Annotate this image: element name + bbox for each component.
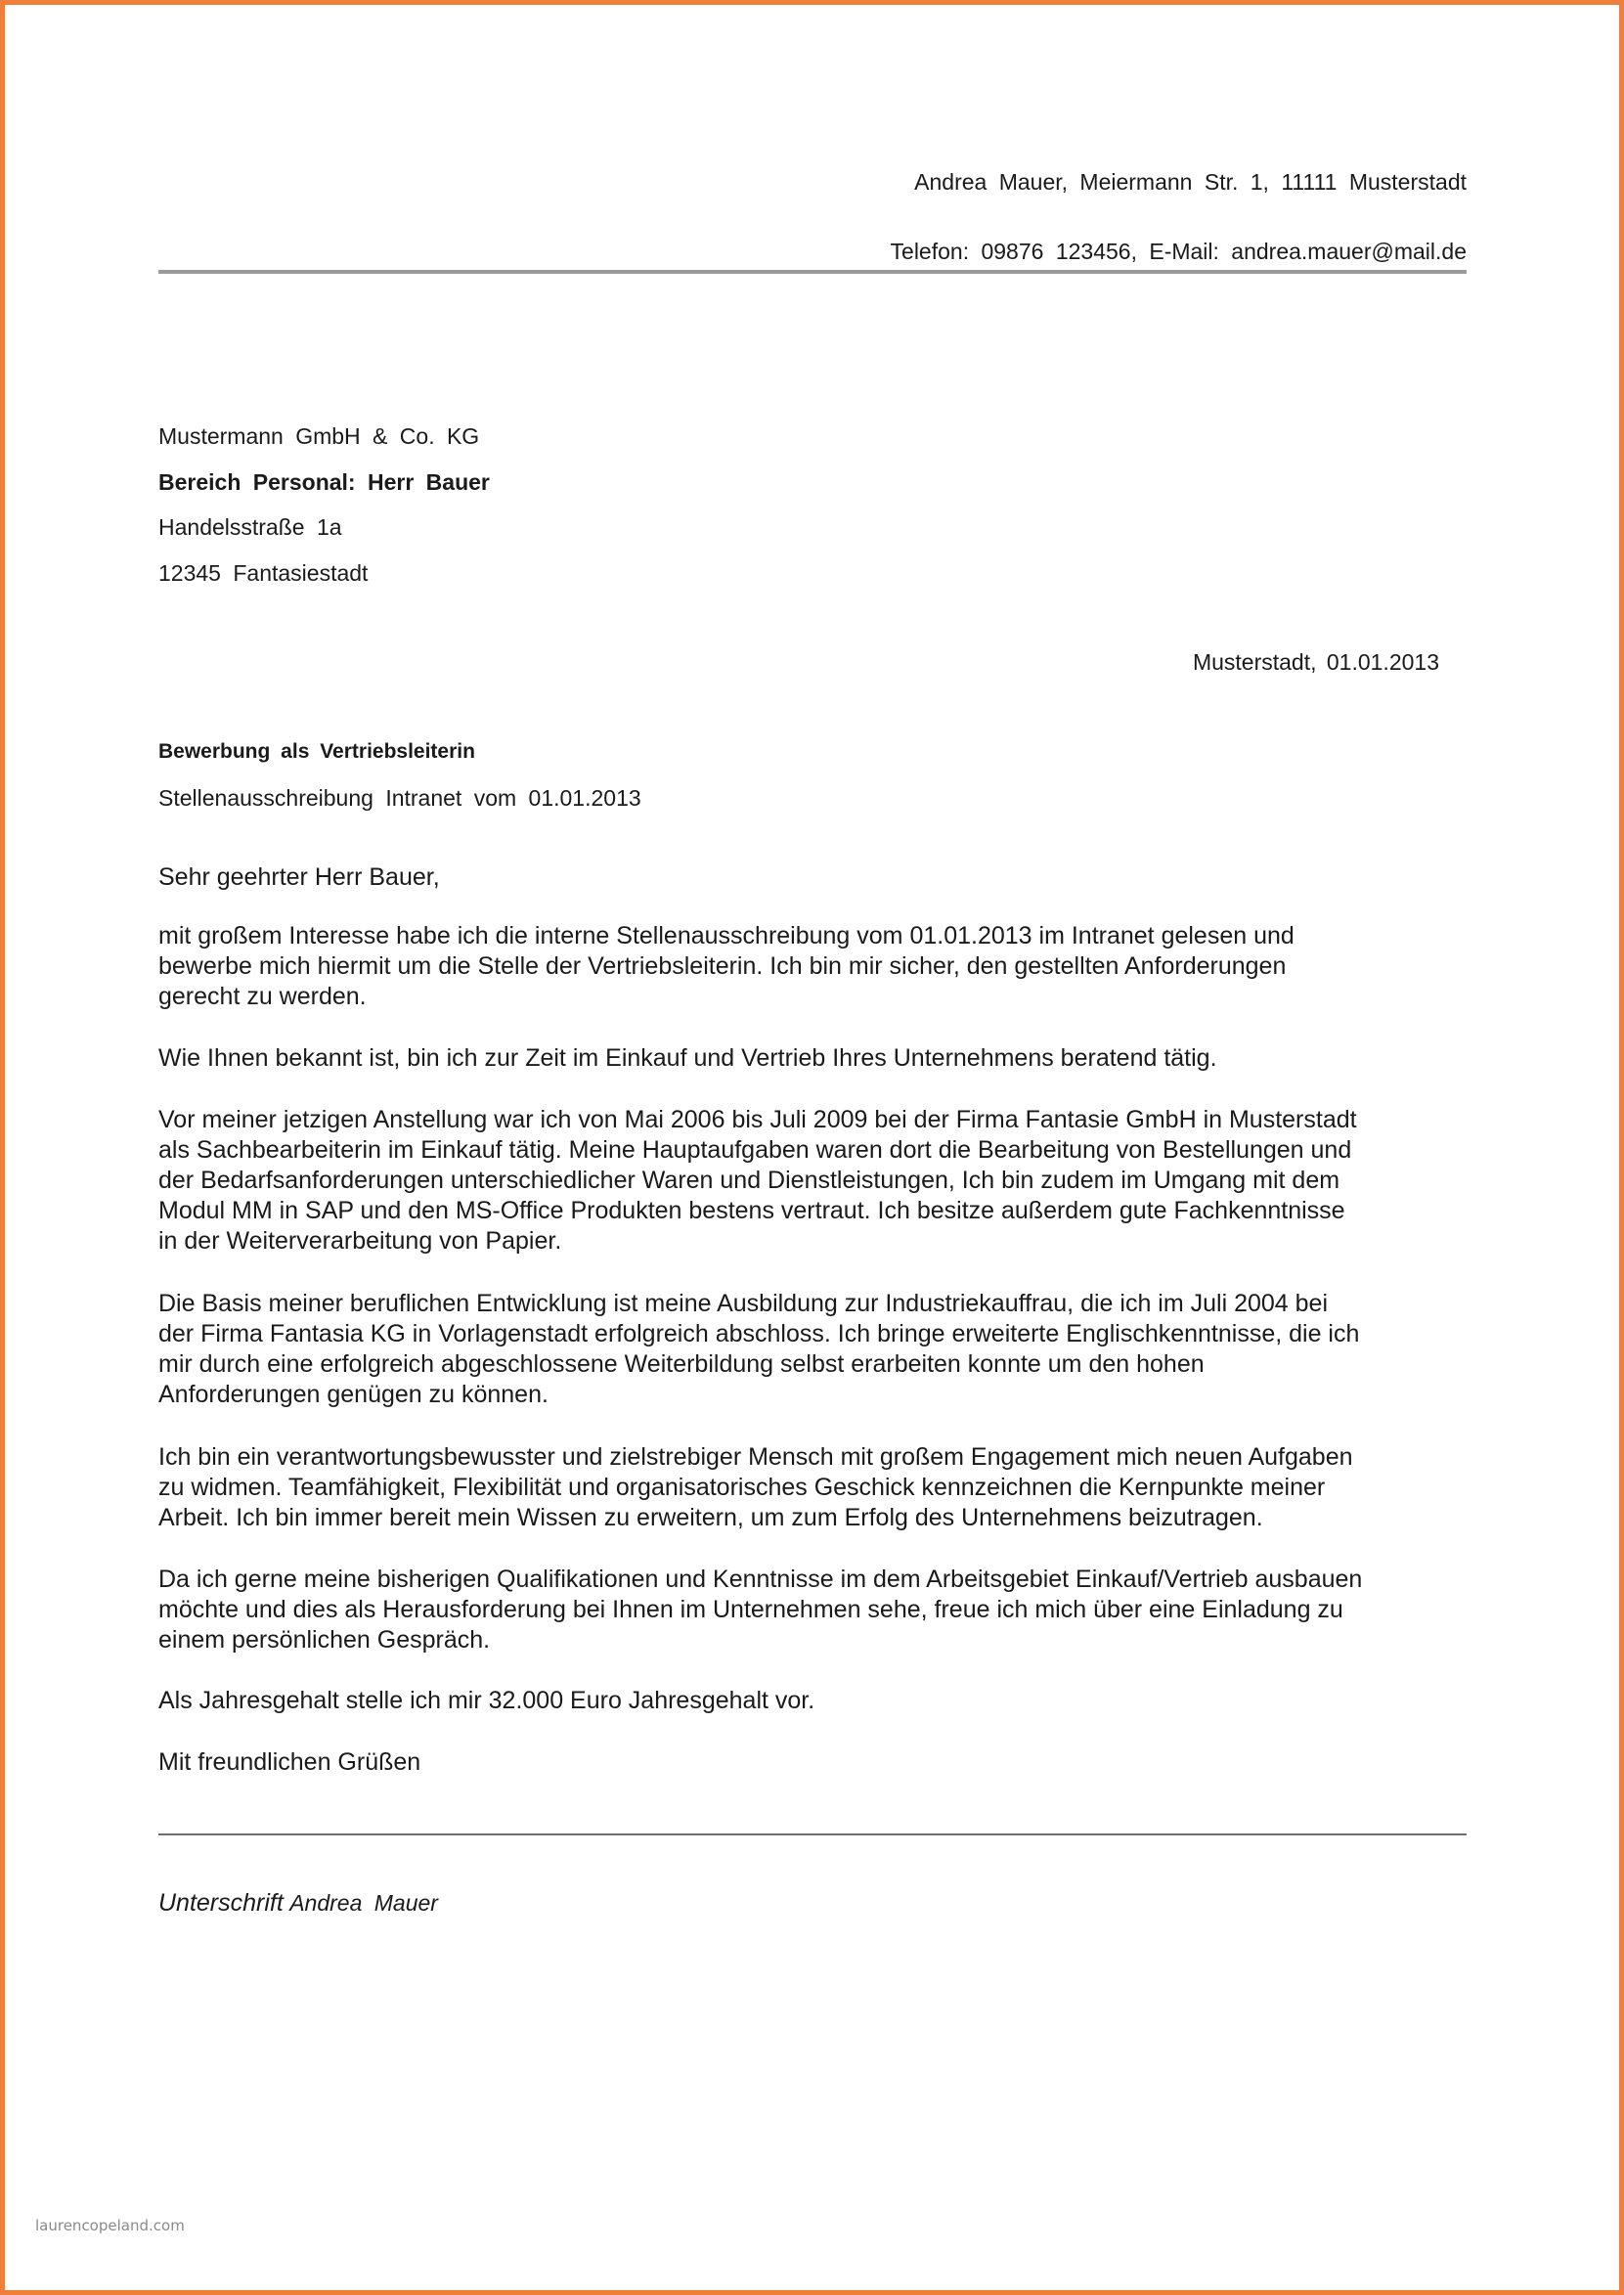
body-paragraph-1: mit großem Interesse habe ich die interne Stellenausschreibung vom 01.01.2013 im Intranet gelesen und bewerbe mich hiermit um die Stelle der Vertriebsleiterin. Ich bin mir sicher, den gestellten Anforderungen gerecht zu werden. [158, 922, 1295, 1010]
sender-address: Andrea Mauer, Meiermann Str. 1, 11111 Musterstadt [914, 169, 1467, 195]
body-paragraph-3: Vor meiner jetzigen Anstellung war ich von Mai 2006 bis Juli 2009 bei der Firma Fantasie GmbH in Musterstadt als Sachbearbeiterin im Einkauf tätig. Meine Hauptaufgaben waren dort die Bearbeitung von Bestellungen und der Bedarfsanforderungen unterschiedlicher Waren und Dienstleistungen, Ich bin zudem im Umgang mit dem Modul MM in SAP und den MS-Office Produkten bestens vertraut. Ich besitze außerdem gute Fachkenntnisse in der Weiterverarbeitung von Papier. [158, 1106, 1357, 1255]
watermark: laurencopeland.com [35, 2217, 185, 2234]
recipient-city: 12345 Fantasiestadt [158, 560, 369, 586]
signature-line [158, 1833, 1467, 1835]
closing: Mit freundlichen Grüßen [158, 1748, 421, 1776]
letter-date: Musterstadt, 01.01.2013 [1192, 649, 1439, 675]
header-divider [158, 270, 1467, 274]
signature [158, 1889, 438, 1918]
signature-name: Andrea Mauer [289, 1890, 438, 1916]
recipient-street: Handelsstraße 1a [158, 514, 342, 540]
body-paragraph-2: Wie Ihnen bekannt ist, bin ich zur Zeit im Einkauf und Vertrieb Ihres Unternehmens beratend tätig. [158, 1044, 1217, 1072]
letter-reference: Stellenausschreibung Intranet vom 01.01.2013 [158, 785, 641, 811]
body-paragraph-5: Ich bin ein verantwortungsbewusster und zielstrebiger Mensch mit großem Engagement mich neuen Aufgaben zu widmen. Teamfähigkeit, Flexibilität und organisatorisches Geschick kennzeichnen die Kernpunkte meiner Arbeit. Ich bin immer bereit mein Wissen zu erweitern, um zum Erfolg des Unternehmens beizutragen. [158, 1443, 1353, 1531]
signature-label: Unterschrift [158, 1889, 284, 1917]
salutation: Sehr geehrter Herr Bauer, [158, 863, 440, 891]
body-paragraph-7: Als Jahresgehalt stelle ich mir 32.000 Euro Jahresgehalt vor. [158, 1687, 815, 1714]
letter-page [158, 0, 1467, 2295]
body-paragraph-6: Da ich gerne meine bisherigen Qualifikationen und Kenntnisse im dem Arbeitsgebiet Einkauf/Vertrieb ausbauen möchte und dies als Herausforderung bei Ihnen im Unternehmen sehe, freue ich mich über eine Einladung zu einem persönlichen Gespräch. [158, 1566, 1363, 1654]
sender-contact: Telefon: 09876 123456, E-Mail: andrea.mauer@mail.de [890, 239, 1467, 264]
recipient-company: Mustermann GmbH & Co. KG [158, 423, 480, 449]
recipient-department: Bereich Personal: Herr Bauer [158, 469, 490, 495]
letter-subject: Bewerbung als Vertriebsleiterin [158, 740, 475, 763]
body-paragraph-4: Die Basis meiner beruflichen Entwicklung ist meine Ausbildung zur Industriekauffrau, die ich im Juli 2004 bei der Firma Fantasia KG in Vorlagenstadt erfolgreich abschloss. Ich bringe erweiterte Englischkenntnisse, die ich mir durch eine erfolgreich abgeschlossene Weiterbildung selbst erarbeiten konnte um den hohen Anforderungen genügen zu können. [158, 1290, 1360, 1408]
